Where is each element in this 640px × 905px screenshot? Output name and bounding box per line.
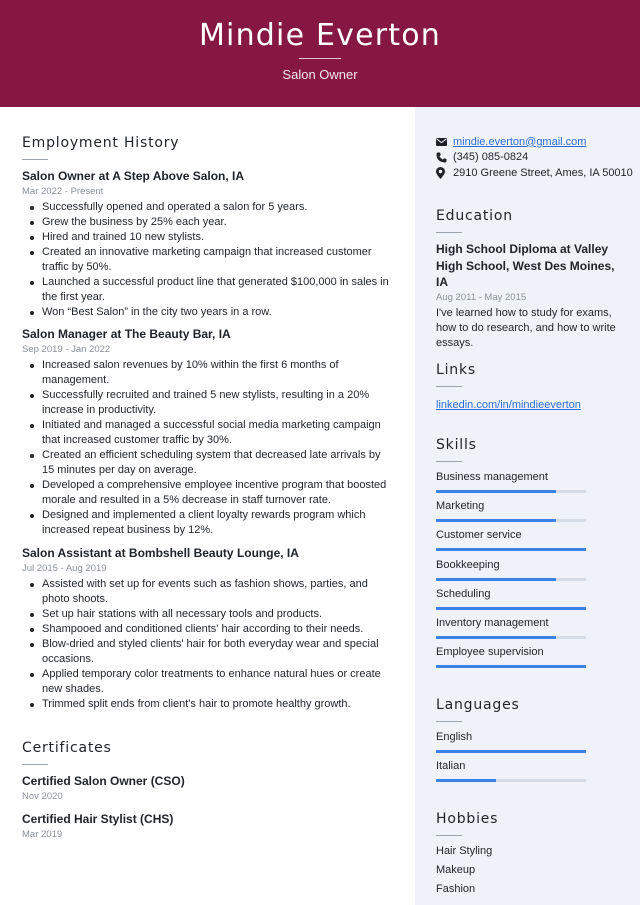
languages-list (436, 730, 586, 788)
job-entry (22, 169, 392, 320)
bullet-item: Shampooed and conditioned clients' hair according to their needs. (22, 622, 392, 637)
links-list (436, 395, 581, 413)
contact-address (436, 165, 636, 181)
bullet-item: Created an efficient scheduling system that decreased late arrivals by 15 minutes per day on average. (22, 448, 392, 478)
skill-bar (436, 519, 586, 522)
bullet-item: Blow-dried and styled clients' hair for both everyday wear and special occasions. (22, 637, 392, 667)
section-divider (436, 386, 462, 387)
section-title: Employment History (22, 135, 180, 151)
header (0, 0, 640, 107)
language-name: Italian (436, 760, 466, 773)
bullet-item: Grew the business by 25% each year. (22, 215, 392, 230)
job-entry (22, 546, 392, 712)
section-title: Education (436, 208, 513, 224)
skill-name: Scheduling (436, 587, 491, 600)
skill-bar-fill (436, 519, 556, 522)
job-bullets (22, 577, 392, 712)
links-section (436, 362, 476, 387)
bullet-item: Set up hair stations with all necessary tools and products. (22, 607, 392, 622)
skill-item (436, 558, 586, 587)
certificate-entry (22, 774, 185, 802)
skill-bar (436, 578, 586, 581)
job-date: Mar 2022 - Present (22, 186, 104, 197)
section-title: Languages (436, 697, 520, 713)
section-divider (436, 835, 462, 836)
skill-item (436, 616, 586, 645)
employment-section (22, 135, 179, 160)
language-item (436, 730, 586, 759)
bullet-item: Won “Best Salon” in the city two years in a row. (22, 305, 392, 320)
job-heading: Salon Owner at A Step Above Salon, IA (22, 169, 245, 183)
job-date: Sep 2019 - Jan 2022 (22, 344, 111, 355)
skill-item (436, 499, 586, 528)
skills-list (436, 470, 586, 674)
skill-name: Bookkeeping (436, 558, 500, 571)
job-entry (22, 327, 392, 538)
bullet-item: Hired and trained 10 new stylists. (22, 230, 392, 245)
certificate-name: Certified Salon Owner (CSO) (22, 774, 185, 788)
contact-block (436, 134, 636, 181)
skill-bar (436, 548, 586, 551)
bullet-item: Created an innovative marketing campaign that increased customer traffic by 50%. (22, 245, 392, 275)
section-divider (436, 721, 462, 722)
education-date: Aug 2011 - May 2015 (436, 291, 527, 303)
certificate-date: Mar 2019 (22, 829, 63, 840)
envelope-icon (436, 138, 453, 146)
skill-name: Business management (436, 471, 548, 483)
education-description: I've learned how to study for exams, how to do research, and how to write essays. (436, 306, 616, 349)
skill-name: Employee supervision (436, 646, 544, 659)
skills-section (436, 437, 477, 462)
contact-email (436, 134, 636, 150)
email-link[interactable]: mindie.everton@gmail.com (453, 135, 587, 148)
address-text: 2910 Greene Street, Ames, IA 50010 (453, 166, 633, 179)
skill-bar-fill (436, 636, 556, 639)
certificate-date: Nov 2020 (22, 791, 63, 802)
skill-bar-fill (436, 548, 586, 551)
education-entry (436, 241, 621, 351)
job-bullets (22, 358, 392, 538)
language-bar (436, 779, 586, 782)
job-bullets (22, 200, 392, 320)
job-heading: Salon Manager at The Beauty Bar, IA (22, 327, 231, 341)
hobby-item: Hair Styling (436, 845, 493, 857)
skill-item (436, 645, 586, 674)
section-title: Certificates (22, 740, 112, 756)
skill-name: Marketing (436, 500, 485, 513)
section-title: Links (436, 362, 476, 378)
skill-bar-fill (436, 578, 556, 581)
languages-section (436, 697, 520, 722)
bullet-item: Successfully recruited and trained 5 new stylists, resulting in a 20% increase in productivity. (22, 388, 392, 418)
skill-bar (436, 636, 586, 639)
language-bar-fill (436, 779, 496, 782)
education-section (436, 208, 513, 233)
candidate-name: Mindie Everton (198, 18, 442, 53)
bullet-item: Applied temporary color treatments to enhance natural hues or create new shades. (22, 667, 392, 697)
section-divider (436, 232, 462, 233)
bullet-item: Successfully opened and operated a salon for 5 years. (22, 200, 392, 215)
skill-bar-fill (436, 490, 556, 493)
language-bar-fill (436, 750, 586, 753)
skill-item (436, 587, 586, 616)
contact-phone (436, 150, 636, 166)
phone-icon (436, 152, 453, 163)
language-item (436, 759, 586, 788)
skill-bar-fill (436, 607, 586, 610)
bullet-item: Assisted with set up for events such as fashion shows, parties, and photo shoots. (22, 577, 392, 607)
skill-item (436, 470, 586, 499)
skill-bar (436, 490, 586, 493)
skill-bar-fill (436, 665, 586, 668)
bullet-item: Initiated and managed a successful social media marketing campaign that increased customer traffic by 30%. (22, 418, 392, 448)
section-divider (22, 159, 48, 160)
hobby-item: Fashion (436, 883, 476, 895)
bullet-item: Increased salon revenues by 10% within the first 6 months of management. (22, 358, 392, 388)
section-title: Hobbies (436, 811, 499, 827)
map-pin-icon (436, 167, 453, 179)
section-title: Skills (436, 437, 477, 453)
phone-number: (345) 085-0824 (453, 151, 529, 164)
skill-name: Customer service (436, 529, 522, 542)
section-divider (22, 764, 48, 765)
bullet-item: Designed and implemented a client loyalty rewards program which increased repeat business by 12%. (22, 508, 392, 538)
skill-item (436, 528, 586, 557)
bullet-item: Developed a comprehensive employee incentive program that boosted morale and resulted in a 5% decrease in staff turnover rate. (22, 478, 392, 508)
language-bar (436, 750, 586, 753)
job-title: Salon Owner (282, 67, 358, 82)
skill-name: Inventory management (436, 616, 549, 629)
language-name: English (436, 731, 473, 743)
section-divider (436, 461, 462, 462)
header-divider (299, 58, 341, 59)
job-date: Jul 2015 - Aug 2019 (22, 563, 107, 574)
skill-bar (436, 665, 586, 668)
certificates-section (22, 740, 112, 765)
certificate-name: Certified Hair Stylist (CHS) (22, 812, 174, 826)
bullet-item: Launched a successful product line that generated $100,000 in sales in the first year. (22, 275, 392, 305)
bullet-item: Trimmed split ends from client's hair to promote healthy growth. (22, 697, 392, 712)
hobbies-list (436, 842, 492, 899)
certificate-entry (22, 812, 173, 840)
skill-bar (436, 607, 586, 610)
linkedin-link[interactable]: linkedin.com/in/mindieeverton (436, 399, 581, 411)
hobbies-section (436, 811, 498, 836)
job-heading: Salon Assistant at Bombshell Beauty Lounge, IA (22, 546, 299, 560)
degree-title: High School Diploma at Valley High School, West Des Moines, IA (436, 242, 615, 289)
hobby-item: Makeup (436, 864, 476, 876)
